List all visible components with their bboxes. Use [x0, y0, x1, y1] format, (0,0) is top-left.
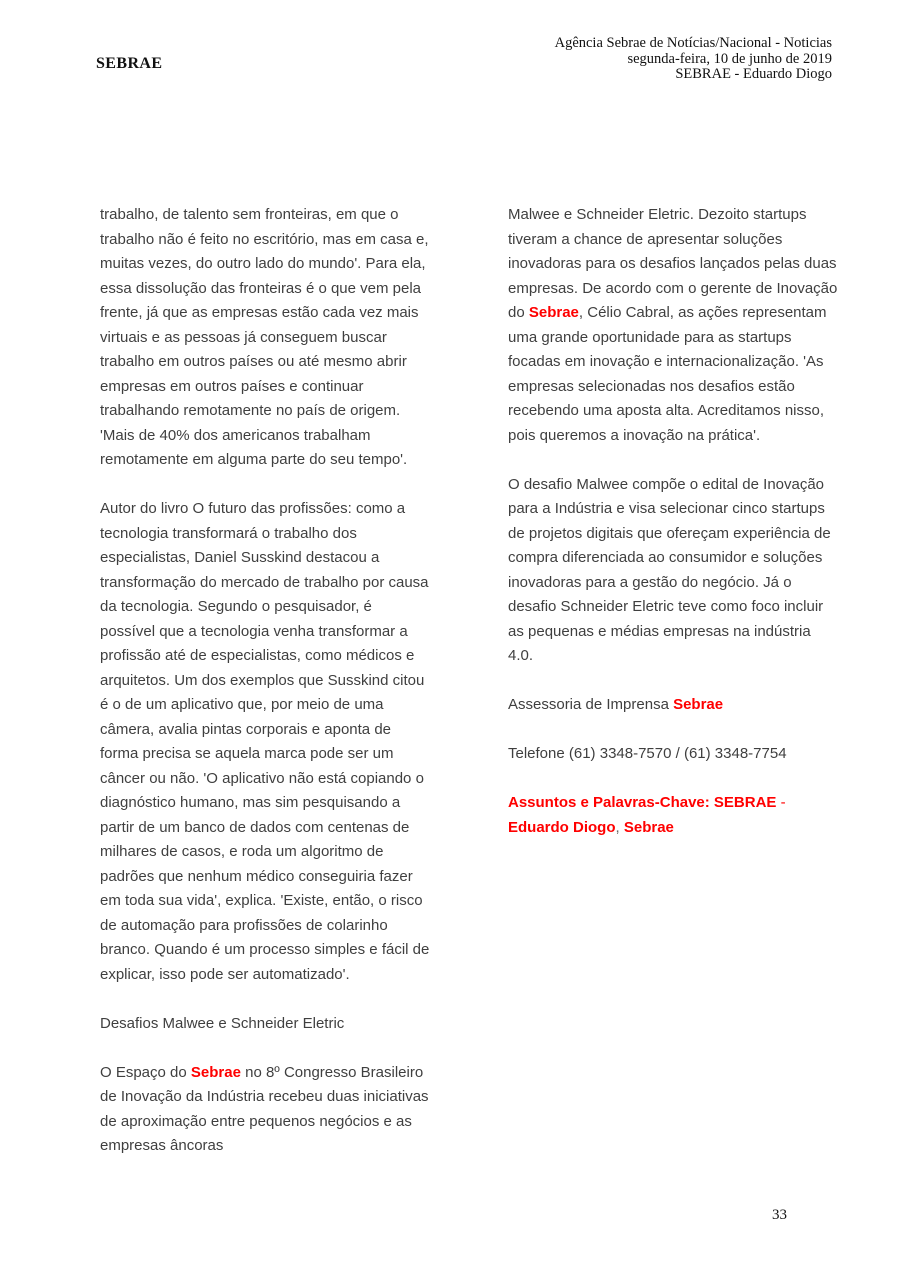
keyword-highlight: Sebrae	[673, 696, 724, 713]
paragraph	[508, 791, 838, 840]
body-text: Autor do livro O futuro das profissões: como a tecnologia transformará o trabalho dos especialistas, Daniel Susskind destacou a transformação do mercado de trabalho por causa da tecnologia. Segundo o pesquisador, é possível que a tecnologia venha transformar a profissão até de especialistas, como médicos e arquitetos. Um dos exemplos que Susskind citou é o de um aplicativo que, por meio de uma câmera, avalia pintas corporais e aponta de forma precisa se aquela marca pode ser um câncer ou não. 'O aplicativo não está copiando o diagnóstico humano, mas sim pesquisando a partir de um banco de dados com centenas de milhares de casos, e roda um algoritmo de padrões que nenhum médico conseguiria fazer em toda sua vida', explica. 'Existe, então, o risco de automação para profissões de colarinho branco. Quando é um processo simples e fácil de explicar, isso pode ser automatizado'.	[100, 500, 430, 983]
keyword-highlight: Eduardo Diogo	[508, 818, 616, 836]
brand-logo-text: SEBRAE	[96, 55, 163, 72]
paragraph	[100, 497, 430, 987]
paragraph	[508, 473, 838, 669]
paragraph	[100, 1012, 430, 1037]
keyword-highlight: Sebrae	[190, 1063, 241, 1081]
paragraph	[100, 203, 430, 473]
body-text: no 8º Congresso Brasileiro de Inovação da Indústria recebeu duas iniciativas de aproximação entre pequenos negócios e as empresas âncoras	[100, 1063, 429, 1154]
body-text: O desafio Malwee compõe o edital de Inovação para a Indústria e visa selecionar cinco startups de projetos digitais que ofereçam experiência de compra diferenciada ao consumidor e soluções inovadoras para a gestão do negócio. Já o desafio Schneider Eletric teve como foco incluir as pequenas e médias empresas na indústria 4.0.	[508, 475, 831, 664]
keyword-highlight: Sebrae	[623, 818, 674, 836]
keyword-highlight: Sebrae	[528, 304, 579, 321]
paragraph	[100, 1061, 430, 1159]
keyword-highlight: Assuntos e Palavras-Chave: SEBRAE	[508, 794, 777, 811]
paragraph	[508, 203, 838, 448]
article-columns	[100, 203, 838, 1159]
header-meta-source: Agência Sebrae de Notícias/Nacional - Noticias	[554, 35, 832, 51]
keyword-highlight: -	[776, 794, 786, 811]
body-text: Assessoria de Imprensa	[508, 696, 674, 713]
header-meta-author: SEBRAE - Eduardo Diogo	[675, 66, 832, 83]
paragraph	[508, 693, 838, 718]
page-number: 33	[772, 1207, 787, 1223]
paragraph	[508, 742, 838, 767]
body-text: O Espaço do	[100, 1063, 191, 1081]
article-column-left	[100, 203, 430, 1159]
body-text: Desafios Malwee e Schneider Eletric	[100, 1014, 345, 1032]
body-text: ,	[615, 818, 624, 836]
body-text: Malwee e Schneider Eletric. Dezoito startups tiveram a chance de apresentar soluções inovadoras para os desafios lançados pelas duas empresas. De acordo com o gerente de Inovação do	[508, 206, 838, 321]
body-text: , Célio Cabral, as ações representam uma grande oportunidade para as startups focadas em inovação e internacionalização. 'As empresas selecionadas nos desafios estão recebendo uma aposta alta. Acreditamos nisso, pois queremos a inovação na prática'.	[508, 304, 827, 444]
article-column-right	[508, 203, 838, 1159]
body-text: Telefone (61) 3348-7570 / (61) 3348-7754	[508, 745, 787, 762]
body-text: trabalho, de talento sem fronteiras, em que o trabalho não é feito no escritório, mas em casa e, muitas vezes, do outro lado do mundo'. Para ela, essa dissolução das fronteiras é o que vem pela frente, já que as empresas estão cada vez mais virtuais e as pessoas já conseguem buscar trabalho em outros países ou até mesmo abrir empresas em outros países e continuar trabalhando remotamente no país de origem. 'Mais de 40% dos americanos trabalham remotamente em alguma parte do seu tempo'.	[100, 206, 429, 468]
header-meta	[555, 36, 832, 83]
header-meta-date: segunda-feira, 10 de junho de 2019	[627, 50, 832, 67]
